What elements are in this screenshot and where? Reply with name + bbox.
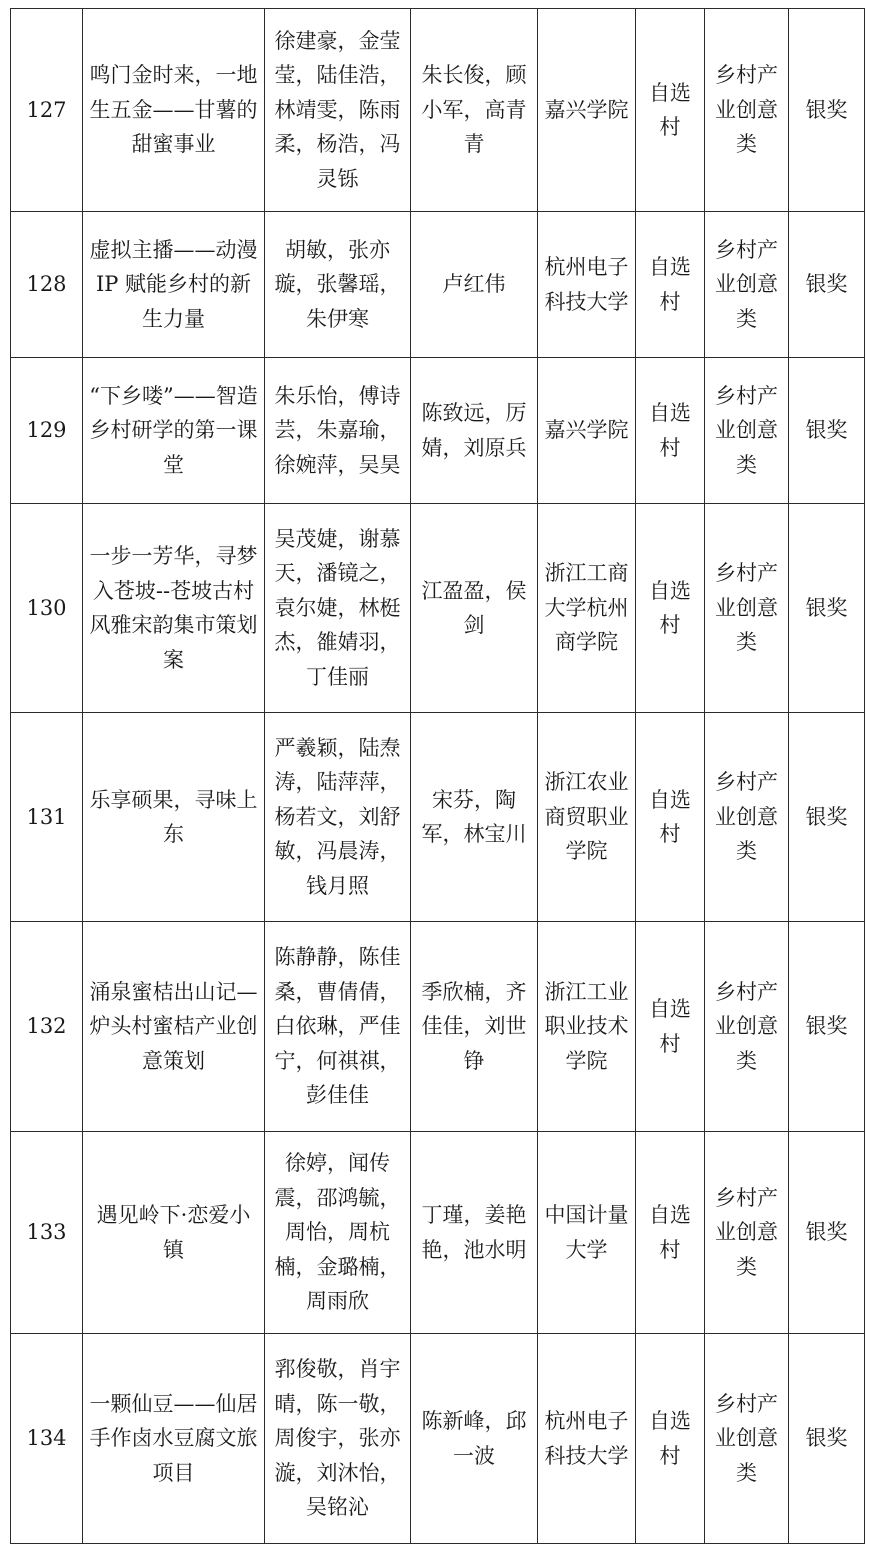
cell-award: 银奖 (789, 504, 865, 713)
cell-category: 乡村产业创意类 (705, 1132, 789, 1334)
cell-school: 中国计量大学 (538, 1132, 636, 1334)
cell-team-members: 徐婷，闻传震，邵鸿毓，周怡，周杭楠，金璐楠，周雨欣 (265, 1132, 411, 1334)
cell-project-title: 鸣门金时来，一地生五金——甘薯的甜蜜事业 (83, 9, 265, 212)
cell-school: 浙江工业职业技术学院 (538, 922, 636, 1132)
cell-school: 嘉兴学院 (538, 358, 636, 504)
cell-advisors: 陈致远，厉婧，刘原兵 (411, 358, 538, 504)
table-row (11, 358, 865, 504)
cell-village: 自选村 (636, 358, 705, 504)
cell-village: 自选村 (636, 922, 705, 1132)
cell-advisors: 卢红伟 (411, 212, 538, 358)
cell-project-title: 虚拟主播——动漫 IP 赋能乡村的新生力量 (83, 212, 265, 358)
cell-village: 自选村 (636, 9, 705, 212)
cell-school: 浙江工商大学杭州商学院 (538, 504, 636, 713)
cell-advisors: 宋芬，陶军，林宝川 (411, 713, 538, 922)
cell-number: 127 (11, 9, 83, 212)
cell-team-members: 吴茂婕，谢慕天，潘镜之，袁尔婕，林梃杰，雒婧羽，丁佳丽 (265, 504, 411, 713)
cell-award: 银奖 (789, 713, 865, 922)
cell-award: 银奖 (789, 9, 865, 212)
cell-award: 银奖 (789, 358, 865, 504)
cell-school: 浙江农业商贸职业学院 (538, 713, 636, 922)
cell-team-members: 严羲颖，陆焘涛，陆萍萍，杨若文，刘舒敏，冯晨涛，钱月照 (265, 713, 411, 922)
cell-village: 自选村 (636, 504, 705, 713)
cell-school: 嘉兴学院 (538, 9, 636, 212)
cell-award: 银奖 (789, 1334, 865, 1544)
cell-village: 自选村 (636, 212, 705, 358)
table-row (11, 713, 865, 922)
awards-table (10, 8, 865, 1544)
cell-number: 129 (11, 358, 83, 504)
cell-village: 自选村 (636, 1334, 705, 1544)
cell-advisors: 季欣楠，齐佳佳，刘世铮 (411, 922, 538, 1132)
cell-project-title: 一颗仙豆——仙居手作卤水豆腐文旅项目 (83, 1334, 265, 1544)
table-row (11, 1334, 865, 1544)
cell-team-members: 郛俊敬，肖宇晴，陈一敬，周俊宇，张亦漩，刘沐怡，吴铭沁 (265, 1334, 411, 1544)
cell-category: 乡村产业创意类 (705, 9, 789, 212)
cell-number: 131 (11, 713, 83, 922)
table-row (11, 9, 865, 212)
cell-category: 乡村产业创意类 (705, 358, 789, 504)
table-row (11, 1132, 865, 1334)
cell-advisors: 陈新峰，邱一波 (411, 1334, 538, 1544)
cell-category: 乡村产业创意类 (705, 504, 789, 713)
table-row (11, 212, 865, 358)
cell-team-members: 徐建豪，金莹莹，陆佳浩，林靖雯，陈雨柔，杨浩，冯灵铄 (265, 9, 411, 212)
cell-number: 132 (11, 922, 83, 1132)
cell-school: 杭州电子科技大学 (538, 1334, 636, 1544)
cell-category: 乡村产业创意类 (705, 1334, 789, 1544)
cell-team-members: 陈静静，陈佳桑，曹倩倩，白依琳，严佳宁，何祺祺，彭佳佳 (265, 922, 411, 1132)
cell-team-members: 朱乐怡，傅诗芸，朱嘉瑜，徐婉萍，吴昊 (265, 358, 411, 504)
cell-advisors: 江盈盈，侯剑 (411, 504, 538, 713)
cell-number: 130 (11, 504, 83, 713)
cell-award: 银奖 (789, 212, 865, 358)
cell-category: 乡村产业创意类 (705, 713, 789, 922)
cell-project-title: 涌泉蜜桔出山记—炉头村蜜桔产业创意策划 (83, 922, 265, 1132)
cell-project-title: 一步一芳华，寻梦入苍坡--苍坡古村风雅宋韵集市策划案 (83, 504, 265, 713)
cell-number: 128 (11, 212, 83, 358)
cell-award: 银奖 (789, 922, 865, 1132)
table-row (11, 922, 865, 1132)
cell-category: 乡村产业创意类 (705, 922, 789, 1132)
cell-project-title: “下乡喽”——智造乡村研学的第一课堂 (83, 358, 265, 504)
cell-award: 银奖 (789, 1132, 865, 1334)
cell-village: 自选村 (636, 713, 705, 922)
cell-team-members: 胡敏，张亦璇，张馨瑶，朱伊寒 (265, 212, 411, 358)
cell-advisors: 朱长俊，顾小军，高青青 (411, 9, 538, 212)
table-row (11, 504, 865, 713)
cell-project-title: 乐享硕果，寻味上东 (83, 713, 265, 922)
cell-school: 杭州电子科技大学 (538, 212, 636, 358)
cell-advisors: 丁瑾，姜艳艳，池水明 (411, 1132, 538, 1334)
cell-project-title: 遇见岭下·恋爱小镇 (83, 1132, 265, 1334)
cell-category: 乡村产业创意类 (705, 212, 789, 358)
cell-village: 自选村 (636, 1132, 705, 1334)
cell-number: 133 (11, 1132, 83, 1334)
cell-number: 134 (11, 1334, 83, 1544)
